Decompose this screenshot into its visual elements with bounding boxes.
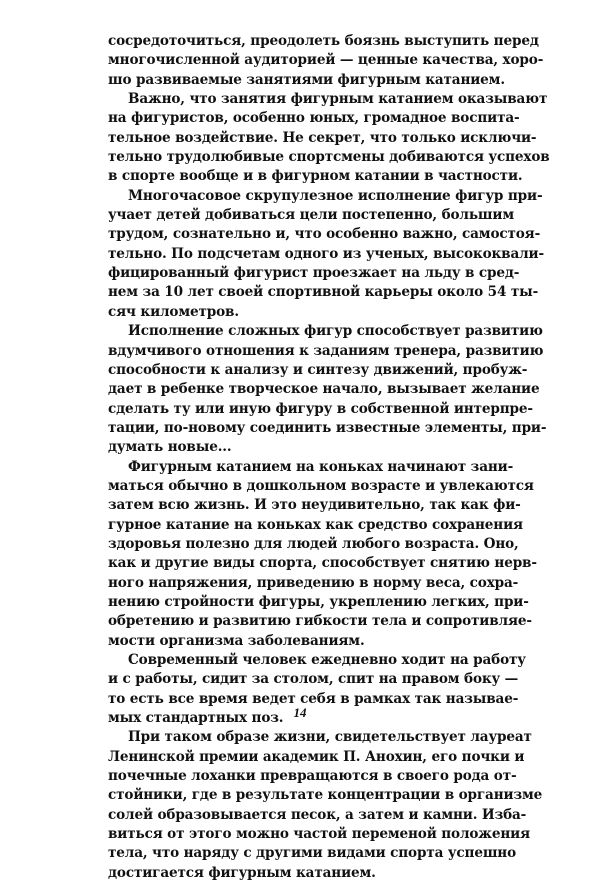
text-line: виться от этого можно частой переменой положения bbox=[108, 826, 530, 843]
text-line: маться обычно в дошкольном возрасте и увлекаются bbox=[108, 477, 534, 494]
text-line: гурное катание на коньках как средство сохранения bbox=[108, 516, 523, 533]
text-line: мости организма заболеваниям. bbox=[108, 632, 365, 649]
body-text bbox=[108, 32, 550, 883]
text-line: стойники, где в результате концентрации в организме bbox=[108, 787, 543, 804]
text-line: почечные лоханки превращаются в своего рода от- bbox=[108, 768, 517, 785]
text-line: то есть все время ведет себя в рамках так называе- bbox=[108, 690, 519, 707]
text-line: как и другие виды спорта, способствует снятию нерв- bbox=[108, 555, 537, 572]
text-line: Многочасовое скрупулезное исполнение фигур при- bbox=[128, 187, 543, 204]
text-line: Исполнение сложных фигур способствует развитию bbox=[128, 323, 543, 340]
text-line: достигается фигурным катанием. bbox=[108, 864, 376, 881]
text-line: способности к анализу и синтезу движений, пробуж- bbox=[108, 361, 528, 378]
text-line: нению стройности фигуры, укреплению легких, при- bbox=[108, 593, 529, 610]
text-line: вдумчивого отношения к заданиям тренера, развитию bbox=[108, 342, 544, 359]
text-line: дает в ребенке творческое начало, вызывает желание bbox=[108, 381, 540, 398]
text-line: сосредоточиться, преодолеть боязнь выступить перед bbox=[108, 33, 539, 49]
text-line: учает детей добиваться цели постепенно, большим bbox=[108, 207, 514, 224]
text-line: мых стандартных поз. bbox=[108, 710, 284, 727]
text-line: солей образовывается песок, а затем и камни. Изба- bbox=[108, 806, 527, 823]
text-line: в спорте вообще и в фигурном катании в частности. bbox=[108, 168, 523, 185]
text-line: сяч километров. bbox=[108, 303, 239, 320]
text-line: здоровья полезно для людей любого возраста. Оно, bbox=[108, 535, 519, 552]
text-line: фицированный фигурист проезжает на льду в сред- bbox=[108, 265, 520, 282]
text-line: тела, что наряду с другими видами спорта успешно bbox=[108, 845, 517, 862]
text-line: Важно, что занятия фигурным катанием оказывают bbox=[128, 91, 548, 108]
text-line: Современный человек ежедневно ходит на работу bbox=[128, 652, 526, 668]
text-line: сделать ту или иную фигуру в собственной интерпре- bbox=[108, 400, 533, 417]
text-line: тации, по-новому соединить известные элементы, при- bbox=[108, 419, 547, 436]
page-number: 14 bbox=[293, 705, 307, 720]
text-line: шо развиваемые занятиями фигурным катанием. bbox=[108, 71, 505, 88]
text-line: думать новые... bbox=[108, 439, 232, 456]
text-line: нем за 10 лет своей спортивной карьеры около 54 ты- bbox=[108, 284, 539, 301]
text-line: обретению и развитию гибкости тела и сопротивляе- bbox=[108, 613, 532, 630]
text-line: на фигуристов, особенно юных, громадное воспита- bbox=[108, 110, 520, 127]
text-line: Ленинской премии академик П. Анохин, его почки и bbox=[108, 748, 525, 765]
text-line: тельное воздействие. Не секрет, что только исключи- bbox=[108, 129, 537, 146]
text-line: тельно трудолюбивые спортсмены добиваются успехов bbox=[108, 149, 550, 166]
text-line: Фигурным катанием на коньках начинают зани- bbox=[128, 458, 514, 475]
text-line: затем всю жизнь. И это неудивительно, так как фи- bbox=[108, 497, 521, 514]
text-line: тельно. По подсчетам одного из ученых, высококвали- bbox=[108, 245, 544, 262]
text-line: трудом, сознательно и, что особенно важно, самостоя- bbox=[108, 226, 541, 243]
text-line: и с работы, сидит за столом, спит на правом боку — bbox=[108, 671, 519, 688]
text-line: ного напряжения, приведению в норму веса, сохра- bbox=[108, 574, 519, 591]
text-line: При таком образе жизни, свидетельствует лауреат bbox=[128, 729, 532, 746]
text-line: многочисленной аудиторией — ценные качества, хоро- bbox=[108, 52, 544, 69]
